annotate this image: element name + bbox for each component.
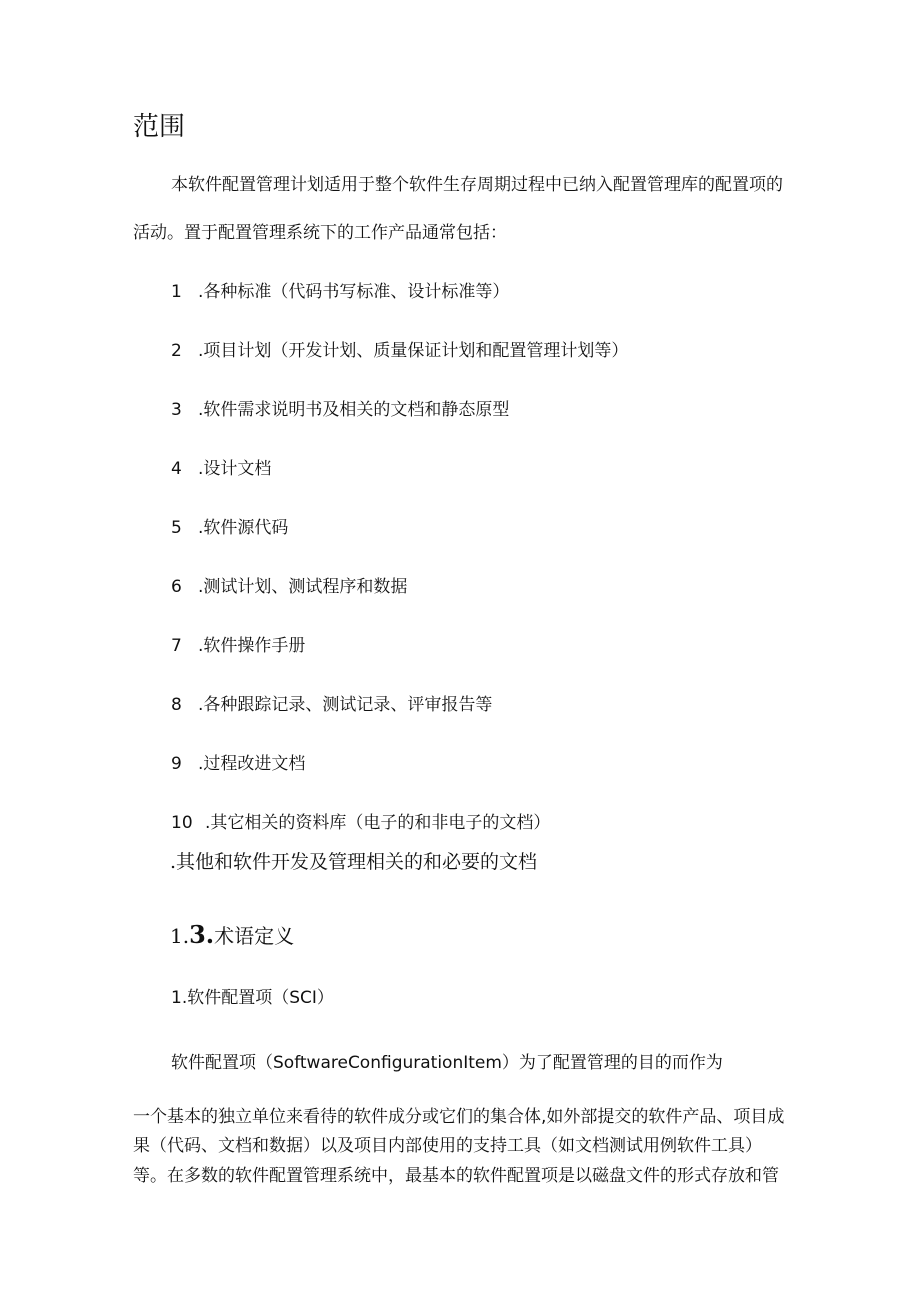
list-item-text: .各种标准（代码书写标准、设计标准等） bbox=[198, 282, 510, 302]
definition-line-1: 软件配置项（SoftwareConfigurationItem）为了配置管理的目的而作为 bbox=[171, 1053, 723, 1073]
extra-list-item: .其他和软件开发及管理相关的和必要的文档 bbox=[170, 851, 538, 873]
list-item-text: .项目计划（开发计划、质量保证计划和配置管理计划等） bbox=[198, 341, 629, 361]
section-number: 3. bbox=[189, 920, 215, 949]
list-item-number: 4 bbox=[171, 459, 182, 479]
list-item-number: 6 bbox=[171, 577, 182, 597]
list-item-text: .各种跟踪记录、测试记录、评审报告等 bbox=[198, 695, 493, 715]
list-item-number: 9 bbox=[171, 754, 182, 774]
section-title-text: 术语定义 bbox=[214, 924, 295, 948]
intro-line-2: 活动。置于配置管理系统下的工作产品通常包括： bbox=[133, 223, 507, 243]
list-item-number: 3 bbox=[171, 400, 182, 420]
list-item bbox=[171, 281, 509, 303]
list-item-number: 7 bbox=[171, 636, 182, 656]
sub-item-title: 1.软件配置项（SCI） bbox=[171, 988, 334, 1008]
list-item-text: .软件源代码 bbox=[198, 518, 289, 538]
list-item-text: .测试计划、测试程序和数据 bbox=[198, 577, 408, 597]
list-item bbox=[171, 812, 550, 834]
list-item-text: .软件需求说明书及相关的文档和静态原型 bbox=[198, 400, 510, 420]
list-item-text: .过程改进文档 bbox=[198, 754, 306, 774]
list-item-number: 10 bbox=[171, 813, 193, 833]
list-item-text: .软件操作手册 bbox=[198, 636, 306, 656]
list-item bbox=[171, 694, 492, 716]
section-heading: 范围 bbox=[133, 112, 186, 142]
list-item-text: .设计文档 bbox=[198, 459, 272, 479]
list-item-number: 8 bbox=[171, 695, 182, 715]
section-number-prefix: 1. bbox=[170, 924, 190, 948]
definition-line-3: 果（代码、文档和数据）以及项目内部使用的支持工具（如文档测试用例软件工具） bbox=[133, 1136, 762, 1156]
list-item bbox=[171, 399, 509, 421]
list-item-number: 1 bbox=[171, 282, 182, 302]
list-item-text: .其它相关的资料库（电子的和非电子的文档） bbox=[205, 813, 551, 833]
list-item-number: 5 bbox=[171, 518, 182, 538]
list-item bbox=[171, 458, 271, 480]
definition-line-4: 等。在多数的软件配置管理系统中，最基本的软件配置项是以磁盘文件的形式存放和管 bbox=[133, 1166, 779, 1186]
list-item-number: 2 bbox=[171, 341, 182, 361]
list-item bbox=[171, 635, 305, 657]
list-item bbox=[171, 340, 628, 362]
list-item bbox=[171, 753, 305, 775]
intro-line-1: 本软件配置管理计划适用于整个软件生存周期过程中已纳入配置管理库的配置项的 bbox=[171, 175, 783, 195]
section-title bbox=[170, 920, 294, 951]
list-item bbox=[171, 576, 407, 598]
definition-line-2: 一个基本的独立单位来看待的软件成分或它们的集合体,如外部提交的软件产品、项目成 bbox=[133, 1107, 785, 1127]
list-item bbox=[171, 517, 288, 539]
